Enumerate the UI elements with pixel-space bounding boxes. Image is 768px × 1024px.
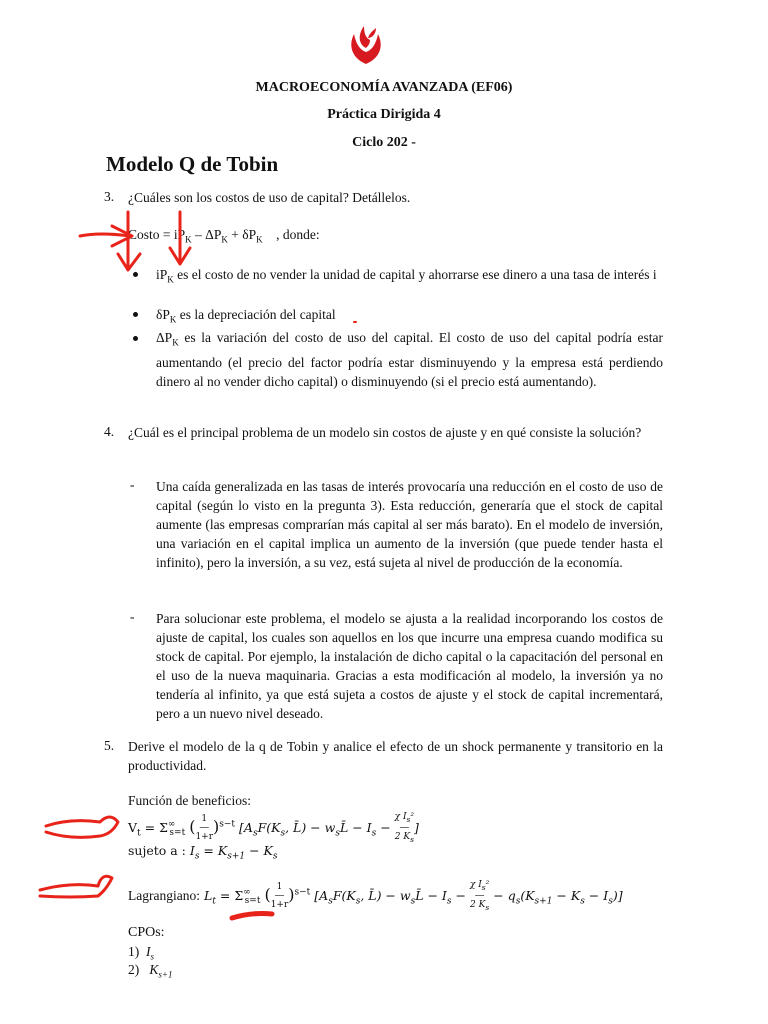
- q3-bullet-1: $iP_K$ es el costo de no vender la unidad de capital y ahorrarse ese dinero a una tasa de interés i: [156, 267, 657, 285]
- q3-formula-text: Costo = $iP_K - \Delta P_K + \delta P_K$: [128, 227, 263, 245]
- dash-marker: -: [130, 609, 135, 624]
- annotation-arrow-down-2-head: [170, 248, 190, 264]
- page-title: Modelo Q de Tobin: [106, 152, 279, 176]
- bullet-dot: [133, 272, 138, 277]
- benefits-label: Función de beneficios:: [128, 793, 251, 808]
- q3-number: 3.: [104, 189, 115, 204]
- cpos-label: CPOs:: [128, 925, 165, 940]
- q5-text: Derive el modelo de la q de Tobin y analice el efecto de un shock permanente y transitorio en la productividad.: [128, 739, 663, 773]
- q4-text: ¿Cuál es el principal problema de un modelo sin costos de ajuste y en qué consiste la solución?: [128, 425, 642, 440]
- q3-bullet-3: $\Delta P_K$ es la variación del costo de uso del capital. El costo de uso del capital podría estar aumentando (el precio del factor podría estar disminuyendo y la empresa está perdiendo dinero al no vender dicho capital) o disminuyendo (si el precio está aumentando).: [156, 330, 663, 389]
- lagrangian-label: Lagrangiano:: [128, 887, 200, 903]
- q4-dash-2: Para solucionar este problema, el modelo se ajusta a la realidad incorporando los costos de ajuste de capital, los cuales son aquellos en los que incurre una empresa cuando modifica su stock de capital. Por ejemplo, la instalación de dicho capital o la capacitación del personal en el uso de la nueva maquinaria. Gracias a esta modificación al modelo, la inversión ya no tendería al infinito, ya que está sujeta a costos de ajuste y el stock de capital incrementará, pero a un nuevo nivel deseado.: [156, 611, 663, 721]
- university-logo: [346, 24, 386, 66]
- q5-number: 5.: [104, 738, 115, 753]
- dash-marker: -: [130, 477, 135, 492]
- bullet-dot: [133, 336, 138, 341]
- annotation-arrow-horizontal: [80, 234, 130, 236]
- annotation-squiggle-2: [40, 876, 112, 897]
- bullet-dot: [133, 312, 138, 317]
- course-title: MACROECONOMÍA AVANZADA (EF06): [255, 80, 513, 95]
- practice-title: Práctica Dirigida 4: [327, 107, 441, 122]
- annotation-arrow-down-1-head: [118, 254, 140, 270]
- q3-bullet-2: $\delta P_K$ es la depreciación del capital: [156, 307, 336, 325]
- q3-formula: [128, 227, 320, 245]
- subject-to: sujeto a : $I_s = K_{s+1} - K_s$: [128, 843, 278, 862]
- annotation-underline: [232, 914, 272, 919]
- annotation-squiggle-1: [46, 817, 118, 837]
- q3-text: ¿Cuáles son los costos de uso de capital? Detállelos.: [128, 190, 411, 205]
- q3-formula-tail: , donde:: [276, 227, 320, 242]
- q4-dash-1: Una caída generalizada en las tasas de interés provocaría una reducción en el costo de uso de capital (según lo visto en la pregunta 3). Esta reducción, generaría que el stock de capital aumente (las empresas comprarían más capital al ser más barato). En el modelo de inversión, una variación en el capital implica un aumento de la inversión (que puede tender hasta el infinito), pero la inversión, a su vez, está sujeta al nivel de producción de la economía.: [156, 479, 663, 570]
- q4-number: 4.: [104, 424, 115, 439]
- lagrangian-equation: Lagrangiano: $L_t = \Sigma^\infty_{s=t}$ ( 1 ― 1+r)$^{s-t}$ [$A_sF(K_s$, L̄) − $w_sL̄ - I_s - \chi$ $I_s^2$ ― 2 $K_s - q_s(K_{s+1} - K_s - I_s)$]: [128, 880, 623, 912]
- cpo-1: 1) $I_s$: [128, 944, 155, 962]
- cpo-2: 2) $K_{s+1}$: [128, 962, 173, 980]
- cycle-title: Ciclo 202 -: [352, 135, 416, 150]
- benefits-equation: $V_t = \Sigma^\infty_{s=t}$ ( 1 ― 1+r)$^{s-t}$ [$A_sF(K_s$, L̄) − $w_sL̄ - I_s - \chi$ $I_s^2$ ― 2 $K_s$]: [128, 812, 419, 844]
